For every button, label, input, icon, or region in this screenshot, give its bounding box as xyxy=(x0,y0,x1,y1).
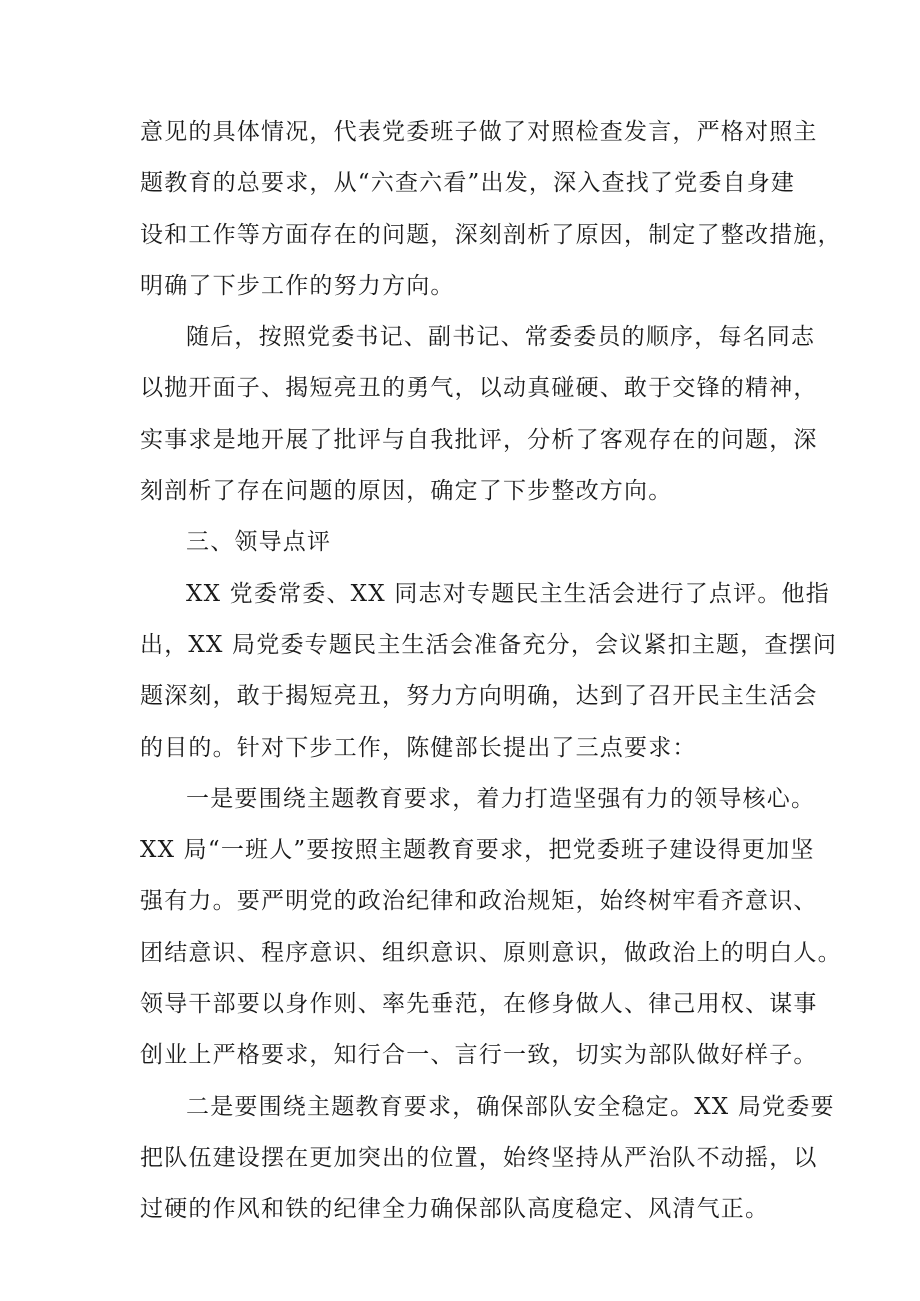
text-line: 随后，按照党委书记、副书记、常委委员的顺序，每名同志 xyxy=(186,324,816,351)
text-line: 刻剖析了存在问题的原因，确定了下步整改方向。 xyxy=(140,478,673,505)
document-body xyxy=(140,107,842,1236)
text-line: 明确了下步工作的努力方向。 xyxy=(140,272,455,299)
text-line: 实事求是地开展了批评与自我批评，分析了客观存在的问题，深 xyxy=(140,426,818,453)
text-line: 二是要围绕主题教育要求，确保部队安全稳定。XX 局党委要 xyxy=(186,1093,835,1120)
text-line: XX 局“一班人”要按照主题教育要求，把党委班子建设得更加坚 xyxy=(140,837,815,864)
paragraph-self-check xyxy=(140,107,842,312)
text-line: 题教育的总要求，从“六查六看”出发，深入查找了党委自身建 xyxy=(140,170,796,197)
text-line: 设和工作等方面存在的问题，深刻剖析了原因，制定了整改措施， xyxy=(140,221,842,248)
text-line: 题深刻，敢于揭短亮丑，努力方向明确，达到了召开民主生活会 xyxy=(140,683,818,710)
text-line: 团结意识、程序意识、组织意识、原则意识，做政治上的明白人。 xyxy=(140,939,842,966)
paragraph-requirement-two xyxy=(140,1082,835,1236)
text-line: 以抛开面子、揭短亮丑的勇气，以动真碰硬、敢于交锋的精神， xyxy=(140,375,818,402)
text-line: 过硬的作风和铁的纪律全力确保部队高度稳定、风清气正。 xyxy=(140,1196,770,1223)
text-line: XX 党委常委、XX 同志对专题民主生活会进行了点评。他指 xyxy=(186,580,830,607)
text-line: 把队伍建设摆在更加突出的位置，始终坚持从严治队不动摇，以 xyxy=(140,1144,818,1171)
text-line: 意见的具体情况，代表党委班子做了对照检查发言，严格对照主 xyxy=(140,119,818,145)
text-line: 领导干部要以身作则、率先垂范，在修身做人、律己用权、谋事 xyxy=(140,991,818,1018)
text-line: 出，XX 局党委专题民主生活会准备充分，会议紧扣主题，查摆问 xyxy=(140,631,838,658)
text-line: 一是要围绕主题教育要求，着力打造坚强有力的领导核心。 xyxy=(186,785,816,812)
heading-text: 三、领导点评 xyxy=(186,529,332,556)
section-heading xyxy=(140,517,790,568)
paragraph-requirement-one xyxy=(140,774,842,1082)
paragraph-criticism xyxy=(140,312,818,517)
text-line: 创业上严格要求，知行合一、言行一致，切实为部队做好样子。 xyxy=(140,1042,818,1069)
paragraph-leader-comment xyxy=(140,569,838,774)
text-line: 的目的。针对下步工作，陈健部长提出了三点要求： xyxy=(140,734,697,761)
text-line: 强有力。要严明党的政治纪律和政治规矩，始终树牢看齐意识、 xyxy=(140,888,818,915)
